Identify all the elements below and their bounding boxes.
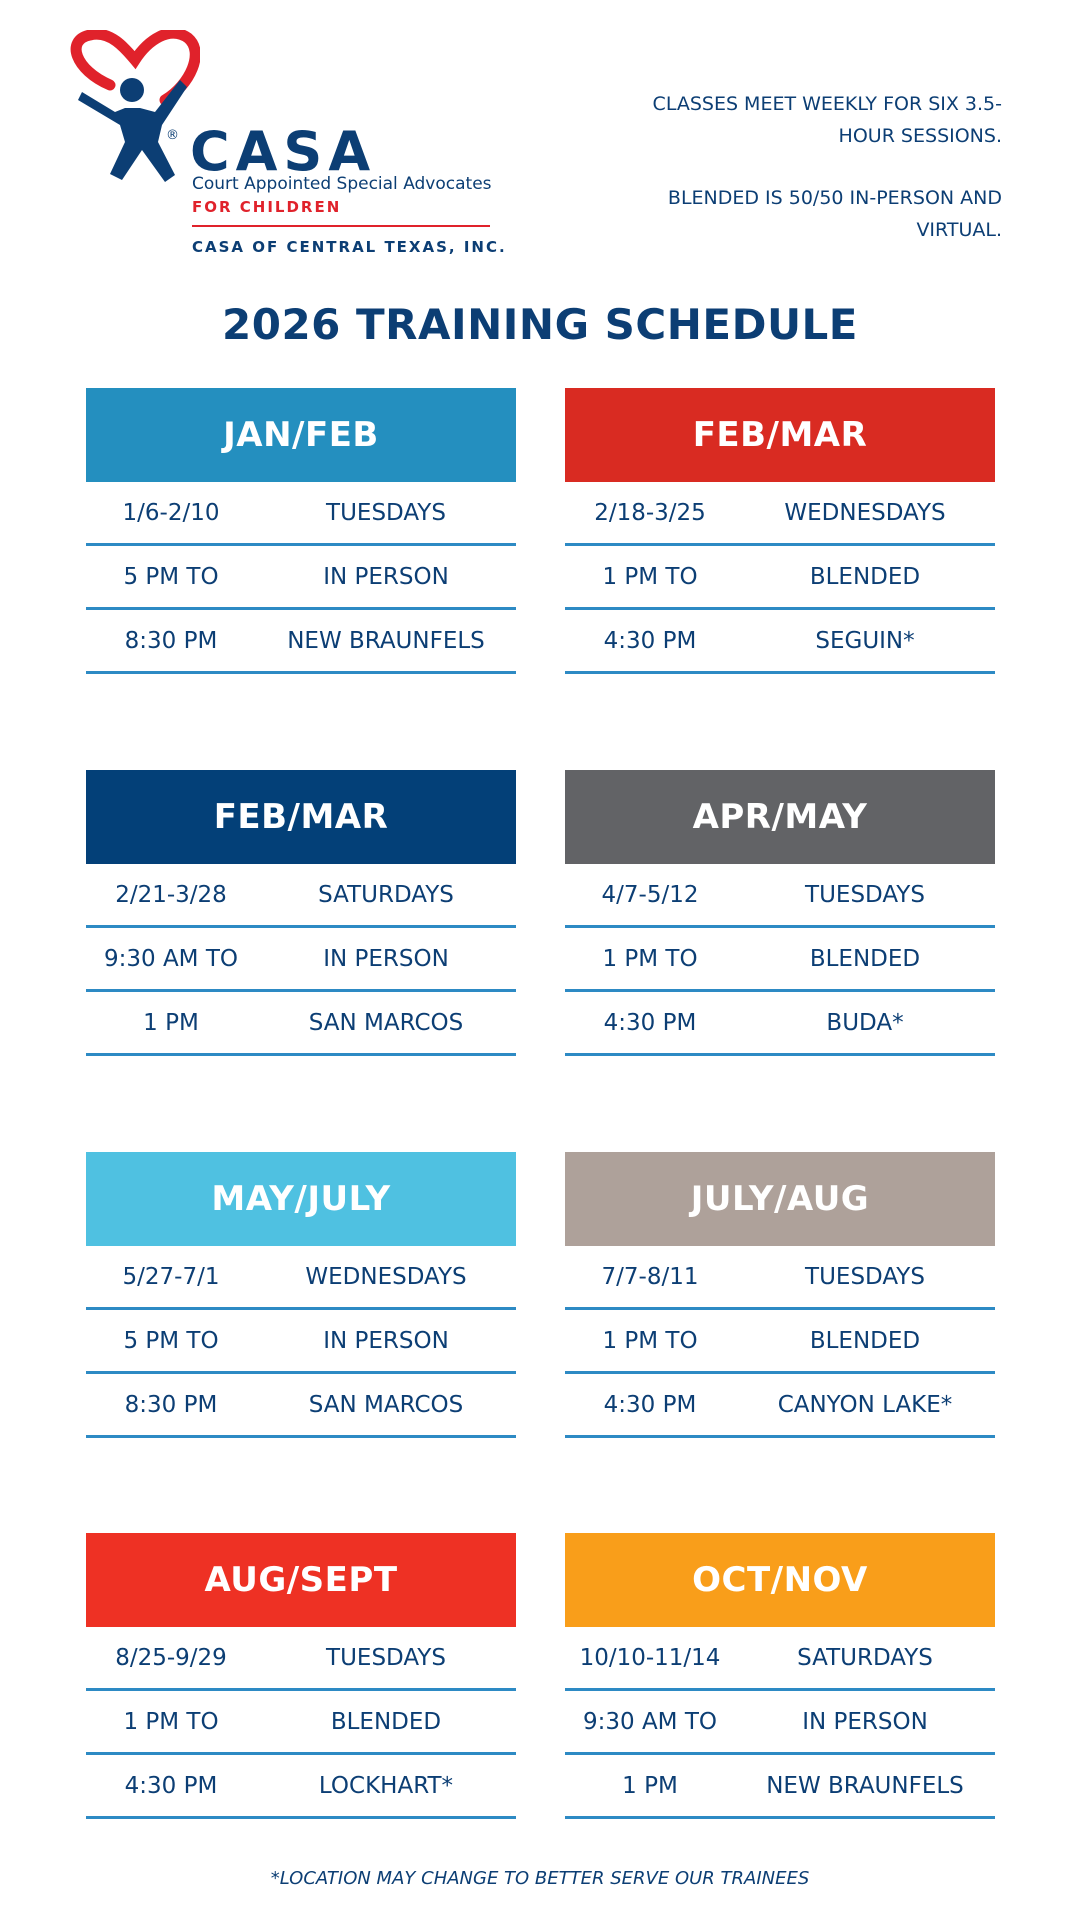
- session-header: JULY/AUG: [565, 1152, 995, 1246]
- session-end-time: 4:30 PM: [603, 627, 697, 654]
- session-row: [86, 928, 516, 992]
- session-day: TUESDAYS: [805, 1263, 925, 1290]
- session-start-time: 1 PM TO: [123, 1708, 219, 1735]
- session-format: BLENDED: [809, 945, 921, 972]
- schedule-notes: [642, 88, 1002, 276]
- session-location: NEW BRAUNFELS: [287, 627, 485, 654]
- session-day: SATURDAYS: [318, 881, 454, 908]
- session-card: [86, 1533, 516, 1819]
- session-start-time: 5 PM TO: [123, 563, 219, 590]
- session-row: [86, 1374, 516, 1438]
- sessions-note: CLASSES MEET WEEKLY FOR SIX 3.5-HOUR SESSIONS.: [652, 93, 1002, 147]
- session-row: [565, 1310, 995, 1374]
- session-day: TUESDAYS: [326, 1644, 446, 1671]
- session-day: WEDNESDAYS: [305, 1263, 467, 1290]
- session-row: [86, 864, 516, 928]
- session-header: FEB/MAR: [565, 388, 995, 482]
- session-dates: 5/27-7/1: [122, 1263, 220, 1290]
- session-row: [86, 1755, 516, 1819]
- session-card: [565, 1152, 995, 1438]
- session-day: TUESDAYS: [326, 499, 446, 526]
- session-end-time: 4:30 PM: [124, 1772, 218, 1799]
- session-header: AUG/SEPT: [86, 1533, 516, 1627]
- session-header: JAN/FEB: [86, 388, 516, 482]
- location-footnote: *LOCATION MAY CHANGE TO BETTER SERVE OUR TRAINEES: [270, 1868, 810, 1889]
- blended-note: BLENDED IS 50/50 IN-PERSON AND VIRTUAL.: [667, 187, 1002, 241]
- session-header: MAY/JULY: [86, 1152, 516, 1246]
- session-format: IN PERSON: [323, 945, 449, 972]
- session-header: OCT/NOV: [565, 1533, 995, 1627]
- session-row: [565, 482, 995, 546]
- session-row: [86, 610, 516, 674]
- session-card: [86, 1152, 516, 1438]
- session-row: [565, 1755, 995, 1819]
- session-row: [86, 1310, 516, 1374]
- organization-name: CASA OF CENTRAL TEXAS, INC.: [192, 238, 507, 256]
- session-location: SAN MARCOS: [308, 1009, 464, 1036]
- session-start-time: 9:30 AM TO: [103, 945, 238, 972]
- session-row: [86, 482, 516, 546]
- session-dates: 2/18-3/25: [594, 499, 706, 526]
- session-format: BLENDED: [809, 563, 921, 590]
- session-start-time: 1 PM TO: [602, 945, 698, 972]
- session-end-time: 1 PM: [622, 1772, 678, 1799]
- logo-divider: [192, 225, 490, 227]
- session-row: [565, 610, 995, 674]
- session-format: IN PERSON: [323, 563, 449, 590]
- page-title: 2026 TRAINING SCHEDULE: [222, 300, 858, 349]
- session-dates: 7/7-8/11: [601, 1263, 699, 1290]
- session-end-time: 8:30 PM: [124, 1391, 218, 1418]
- session-format: BLENDED: [809, 1327, 921, 1354]
- registered-mark: ®: [166, 128, 179, 143]
- session-day: TUESDAYS: [805, 881, 925, 908]
- session-row: [565, 1627, 995, 1691]
- session-card: [86, 388, 516, 674]
- session-card: [565, 388, 995, 674]
- session-day: SATURDAYS: [797, 1644, 933, 1671]
- session-location: NEW BRAUNFELS: [766, 1772, 964, 1799]
- session-location: CANYON LAKE*: [777, 1391, 953, 1418]
- session-start-time: 1 PM TO: [602, 563, 698, 590]
- session-row: [86, 546, 516, 610]
- session-row: [86, 1246, 516, 1310]
- session-location: BUDA*: [826, 1009, 904, 1036]
- session-format: IN PERSON: [802, 1708, 928, 1735]
- session-row: [86, 1691, 516, 1755]
- session-row: [565, 992, 995, 1056]
- brand-for-children: FOR CHILDREN: [192, 198, 342, 216]
- session-start-time: 5 PM TO: [123, 1327, 219, 1354]
- session-card: [86, 770, 516, 1056]
- session-row: [86, 992, 516, 1056]
- session-end-time: 4:30 PM: [603, 1391, 697, 1418]
- session-card: [565, 1533, 995, 1819]
- session-location: SEGUIN*: [815, 627, 915, 654]
- brand-name: CASA: [190, 120, 377, 183]
- session-header: FEB/MAR: [86, 770, 516, 864]
- session-location: LOCKHART*: [318, 1772, 454, 1799]
- session-dates: 1/6-2/10: [122, 499, 220, 526]
- session-dates: 2/21-3/28: [115, 881, 227, 908]
- session-row: [565, 1691, 995, 1755]
- session-row: [86, 1627, 516, 1691]
- session-end-time: 1 PM: [143, 1009, 199, 1036]
- brand-tagline: Court Appointed Special Advocates: [192, 174, 492, 194]
- session-start-time: 1 PM TO: [602, 1327, 698, 1354]
- session-row: [565, 546, 995, 610]
- session-row: [565, 1374, 995, 1438]
- session-location: SAN MARCOS: [308, 1391, 464, 1418]
- session-row: [565, 864, 995, 928]
- session-dates: 10/10-11/14: [579, 1644, 721, 1671]
- session-dates: 8/25-9/29: [115, 1644, 227, 1671]
- session-format: BLENDED: [330, 1708, 442, 1735]
- session-header: APR/MAY: [565, 770, 995, 864]
- session-dates: 4/7-5/12: [601, 881, 699, 908]
- session-row: [565, 928, 995, 992]
- session-row: [565, 1246, 995, 1310]
- session-day: WEDNESDAYS: [784, 499, 946, 526]
- session-format: IN PERSON: [323, 1327, 449, 1354]
- session-end-time: 8:30 PM: [124, 627, 218, 654]
- session-start-time: 9:30 AM TO: [582, 1708, 717, 1735]
- session-card: [565, 770, 995, 1056]
- casa-logo: [70, 30, 530, 270]
- session-end-time: 4:30 PM: [603, 1009, 697, 1036]
- heart-figure-icon: [70, 30, 200, 190]
